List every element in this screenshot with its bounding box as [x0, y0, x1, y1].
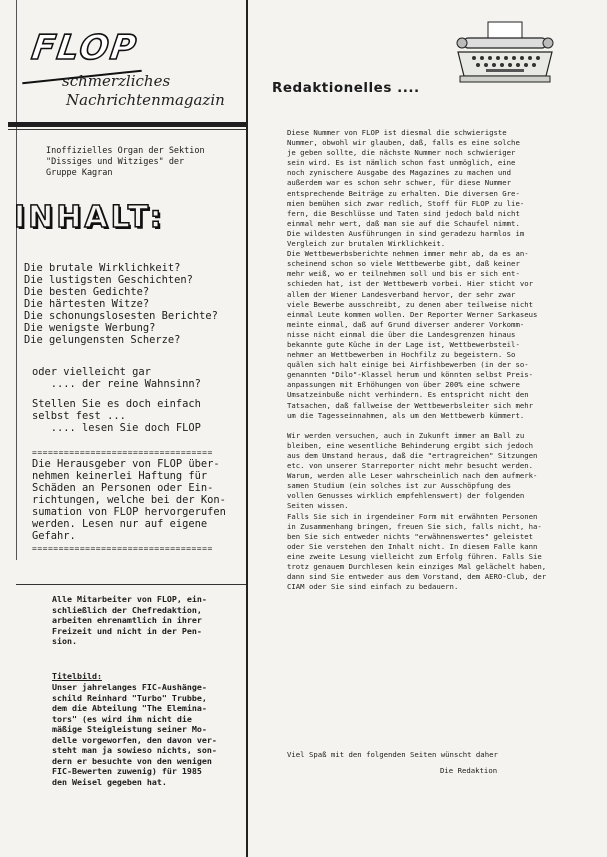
staff-note: Alle Mitarbeiter von FLOP, ein- schließlich der Chefredaktion, arbeiten ehrenamtlich in ihrer Freizeit und nicht in der Pen- sion.	[52, 594, 207, 646]
typewriter-illustration	[450, 18, 560, 88]
masthead-rule-thick	[8, 122, 246, 127]
contents-item: Die wenigste Werbung?	[24, 322, 156, 334]
contents-item: Die härtesten Witze?	[24, 298, 150, 310]
contents-alternative: oder vielleicht gar .... der reine Wahnsinn?	[32, 366, 201, 390]
contents-heading: INHALT:	[14, 200, 165, 235]
left-margin-rule	[16, 0, 17, 560]
contents-item: Die gelungensten Scherze?	[24, 334, 181, 346]
contents-item: Die schonungslosesten Berichte?	[24, 310, 218, 322]
organ-line: Inoffizielles Organ der Sektion	[46, 146, 205, 156]
masthead-subtitle-1: schmerzliches	[62, 72, 171, 90]
contents-item: Die brutale Wirklichkeit?	[24, 262, 181, 274]
contents-invitation: Stellen Sie es doch einfach selbst fest ... .... lesen Sie doch FLOP	[32, 398, 201, 434]
logo-word: FLOP	[29, 28, 141, 68]
editorial-body: Diese Nummer von FLOP ist diesmal die schwierigste Nummer, obwohl wir glauben, daß, falls es eine solche je geben sollte, die nächste Nummer noch schwieriger sein wird. Es ist nämlich schon fast unmöglich, eine noch zynischere Ausgabe des Magazines zu machen und außerdem war es schon sehr schwer, für diese Nummer entsprechende Beiträge zu erhalten. Die diversen Gre- mien bemühen sich zwar redlich, Stoff für FLOP zu lie- fern, die Beschlüsse und Taten sind jedoch bald nicht einmal mehr wert, daß man sie auf die Schaufel nimmt. Die wildesten Ausführungen in sind geradezu harmlos im Vergleich zur brutalen Wirklichkeit. Die Wettbewerbsberichte nehmen immer mehr ab, da es an- scheinend schon so viele Wettbewerbe gibt, daß keiner mehr weiß, wo er teilnehmen soll und bis er sich ent- schieden hat, ist der Wettbewerb vorbei. Hier sticht vor allem der Wiener Landesverband hervor, der sehr zwar viele Bewerbe ausschreibt, zu denen aber teilweise nicht einmal Leute kommen wollen. Der Reporter Werner Sarkaseus meinte einmal, daß auf Grund diverser anderer Vorkomm- nisse nicht einmal die über die Landesgrenzen hinaus bekannte gute Küche in der Lage ist, Wettbewerbsteil- nehmer an Wettbewerben in Hochfilz zu begeistern. So quälen sich halt einige bei Airfishbewerben (in der so- genannten "Dilo"-Klassel herum und könnten selbst Preis- anpassungen mit Erhöhungen von über 200% eine schwere Umsatzeinbuße nicht verhindern. Es entspricht nicht den Tatsachen, daß fallweise der Wettbewerbsleiter sich mehr um die Tagesseinnahmen, als um den Wettbewerb kümmert. Wir werden versuchen, auch in Zukunft immer am Ball zu bleiben, eine wesentliche Behinderung ergibt sich jedoch aus dem Umstand heraus, daß die "ertragreichen" Sitzungen etc. von unserer Starreporter nicht mehr besucht werden. Warum, werden alle Leser wahrscheinlich nach dem aufmerk- samen Studium (ein solches ist zur Ausschöpfung des vollen Genusses wirklich empfehlenswert) der folgenden Seiten wissen. Falls Sie sich in irgendeiner Form mit erwähnten Personen in Zusammenhang bringen, freuen Sie sich, falls nicht, ha- ben Sie sich entweder nichts "erwähnenswertes" geleistet oder Sie verstehen den Inhalt nicht. In diesem Falle kann eine zweite Lesung vielleicht zum Erfolg führen. Falls Sie trotz genauem Durchlesen kein einziges Mal gelächelt haben, dann sind Sie entweder aus dem Vorstand, dem AERO-Club, der CIAM oder Sie sind einfach zu bedauern.	[287, 128, 547, 592]
liability-disclaimer: Die Herausgeber von FLOP über- nehmen keinerlei Haftung für Schäden an Personen oder Ein- richtungen, welche bei der Kon- sumation von FLOP hervorgerufen werden. Lesen nur auf eigene Gefahr.	[32, 458, 226, 542]
masthead-rule-thin	[8, 129, 246, 130]
organ-note	[46, 146, 236, 179]
center-column-divider	[246, 0, 248, 857]
contents-item: Die lustigsten Geschichten?	[24, 274, 193, 286]
cover-caption-text: Unser jahrelanges FIC-Aushänge- schild Reinhard "Turbo" Trubbe, dem die Abteilung "The Elemina- tors" (es wird ihm nicht die mäßige Steigleistung seiner Mo- delle vorgeworfen, den davon ver- steht man ja sowieso nichts, son- dern er besuchte von den wenigen FIC-Bewerten zuwenig) für 1985 den Weisel gegeben hat.	[52, 682, 217, 787]
organ-line: Gruppe Kagran	[46, 168, 113, 178]
separator-bottom: ==================================	[32, 544, 213, 553]
staff-box-rule	[16, 584, 246, 585]
contents-list	[24, 262, 218, 346]
contents-item: Die besten Gedichte?	[24, 286, 150, 298]
organ-line: "Dissiges und Witziges" der	[46, 157, 185, 167]
editorial-signature: Die Redaktion	[440, 766, 498, 775]
separator-top: ==================================	[32, 448, 213, 457]
editorial-title: Redaktionelles ....	[272, 80, 420, 96]
masthead-subtitle-2: Nachrichtenmagazin	[66, 91, 225, 109]
typewriter-icon	[450, 18, 560, 88]
editorial-closing: Viel Spaß mit den folgenden Seiten wünscht daher	[287, 750, 498, 759]
cover-caption-heading: Titelbild:	[52, 671, 102, 681]
